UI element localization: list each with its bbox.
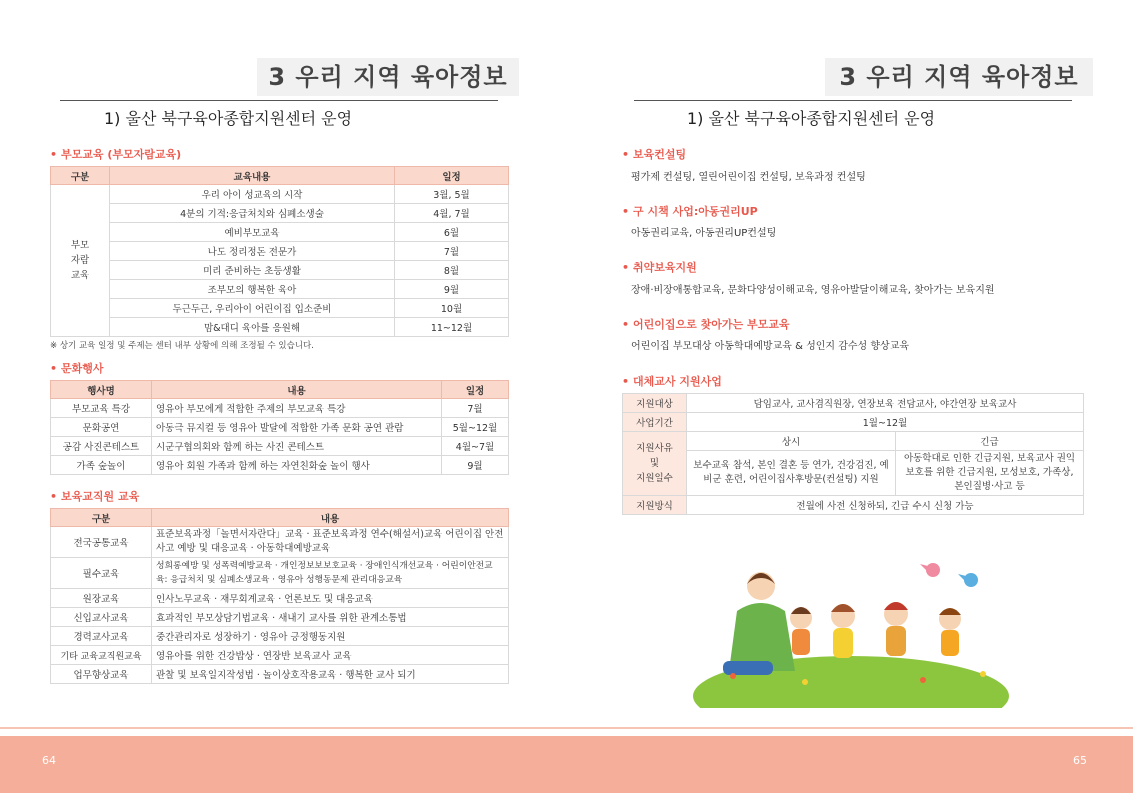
flower-icon [802, 679, 808, 685]
title-rule [634, 100, 1072, 101]
table-cell: 영유아 회원 가족과 함께 하는 자연친화숲 놀이 행사 [152, 456, 442, 475]
section-heading-substitute: • 대체교사 지원사업 [622, 373, 722, 389]
schedule-note: ※ 상기 교육 일정 및 주제는 센터 내부 상황에 의해 조정될 수 있습니다. [50, 341, 314, 351]
children-playing-illustration [693, 556, 1009, 708]
culture-table [50, 380, 509, 475]
table-cell: 신입교사교육 [51, 608, 152, 627]
table-header: 구분 [51, 167, 110, 185]
table-cell: 4월, 7월 [395, 204, 509, 223]
table-cell: 원장교육 [51, 589, 152, 608]
chapter-title: 3 우리 지역 육아정보 [825, 58, 1093, 96]
table-cell: 담임교사, 교사겸직원장, 연장보육 전담교사, 야간연장 보육교사 [687, 394, 1084, 413]
section-heading: • 어린이집으로 찾아가는 부모교육 [622, 316, 789, 332]
child-figure [939, 608, 961, 656]
table-cell: 아동학대로 인한 긴급지원, 보육교사 권익보호를 위한 긴급지원, 모성보호, 가족상, 본인질병·사고 등 [896, 451, 1084, 496]
table-cell: 공감 사진콘테스트 [51, 437, 152, 456]
table-cell: 조부모의 행복한 육아 [110, 280, 395, 299]
parent-edu-table [50, 166, 509, 337]
table-header: 내용 [152, 509, 509, 527]
footer-rule [0, 727, 1133, 729]
section-heading-teacher-edu: • 보육교직원 교육 [50, 488, 139, 504]
table-cell: 전월에 사전 신청하되, 긴급 수시 신청 가능 [687, 496, 1084, 515]
table-header: 행사명 [51, 381, 152, 399]
table-cell: 7월 [395, 242, 509, 261]
table-cell: 영유아를 위한 건강밥상 · 연장반 보육교사 교육 [152, 646, 509, 665]
table-header: 일정 [395, 167, 509, 185]
sub-header: 상시 [687, 432, 896, 451]
page-subtitle: 1) 울산 북구육아종합지원센터 운영 [104, 109, 353, 128]
section-body: 어린이집 부모대상 아동학대예방교육 & 성인지 감수성 향상교육 [631, 341, 910, 352]
table-cell: 4분의 기적:응급처치와 심폐소생술 [110, 204, 395, 223]
flower-icon [980, 671, 986, 677]
table-cell: 10월 [395, 299, 509, 318]
sub-header: 긴급 [896, 432, 1084, 451]
table-cell: 부모교육 특강 [51, 399, 152, 418]
table-cell: 3월, 5월 [395, 185, 509, 204]
page-number: 64 [42, 754, 56, 767]
table-cell: 효과적인 부모상담기법교육 · 새내기 교사를 위한 관계소통법 [152, 608, 509, 627]
group-label: 부모 자람 교육 [51, 185, 110, 337]
table-cell: 표준보육과정「놀면서자란다」교육 · 표준보육과정 연수(해설서)교육 어린이집 안전사고 예방 및 대응교육 · 아동학대예방교육 [152, 527, 509, 558]
table-cell: 시군구협의회와 함께 하는 사진 콘테스트 [152, 437, 442, 456]
row-label: 지원방식 [623, 496, 687, 515]
table-cell: 6월 [395, 223, 509, 242]
chapter-title: 3 우리 지역 육아정보 [257, 58, 519, 96]
substitute-table [622, 393, 1084, 515]
table-cell: 미리 준비하는 초등생활 [110, 261, 395, 280]
table-cell: 맘&대디 육아를 응원해 [110, 318, 395, 337]
table-cell: 4월~7월 [442, 437, 509, 456]
row-label: 사업기간 [623, 413, 687, 432]
section-body: 장애·비장애통합교육, 문화다양성이해교육, 영유아발달이해교육, 찾아가는 보육지원 [631, 285, 995, 296]
section-heading: • 취약보육지원 [622, 259, 697, 275]
table-cell: 아동극 뮤지컬 등 영유아 발달에 적합한 가족 문화 공연 관람 [152, 418, 442, 437]
section-heading-culture: • 문화행사 [50, 360, 104, 376]
table-header: 구분 [51, 509, 152, 527]
section-heading: • 구 시책 사업:아동권리UP [622, 203, 758, 219]
table-header: 내용 [152, 381, 442, 399]
table-cell: 필수교육 [51, 558, 152, 589]
table-cell: 8월 [395, 261, 509, 280]
child-figure [831, 604, 855, 658]
table-cell: 기타 교육교직원교육 [51, 646, 152, 665]
row-label: 지원사유 및 지원일수 [623, 432, 687, 496]
table-cell: 중간관리자로 성장하기 · 영유아 긍정행동지원 [152, 627, 509, 646]
child-figure [884, 602, 908, 656]
table-cell: 가족 숲놀이 [51, 456, 152, 475]
row-label: 지원대상 [623, 394, 687, 413]
table-cell: 인사노무교육 · 재무회계교육 · 언론보도 및 대응교육 [152, 589, 509, 608]
table-cell: 11~12월 [395, 318, 509, 337]
table-cell: 예비부모교육 [110, 223, 395, 242]
flower-icon [920, 677, 926, 683]
table-cell: 보수교육 참석, 본인 결혼 등 연가, 건강검진, 예비군 훈련, 어린이집사후방문(컨설팅) 지원 [687, 451, 896, 496]
table-cell: 5월~12월 [442, 418, 509, 437]
left-page [0, 0, 566, 793]
section-heading-parent-edu: • 부모교육 (부모자람교육) [50, 146, 181, 162]
bird-icon [964, 573, 978, 587]
table-cell: 9월 [442, 456, 509, 475]
page-subtitle: 1) 울산 북구육아종합지원센터 운영 [687, 109, 936, 128]
table-cell: 1월~12월 [687, 413, 1084, 432]
section-heading: • 보육컨설팅 [622, 146, 686, 162]
child-figure [790, 607, 812, 655]
teacher-figure [723, 572, 795, 675]
title-rule [60, 100, 498, 101]
flower-icon [730, 673, 736, 679]
table-cell: 7월 [442, 399, 509, 418]
table-cell: 9월 [395, 280, 509, 299]
page-number: 65 [1073, 754, 1087, 767]
table-cell: 문화공연 [51, 418, 152, 437]
teacher-edu-table [50, 508, 509, 684]
table-cell: 나도 정리정돈 전문가 [110, 242, 395, 261]
table-cell: 우리 아이 성교육의 시작 [110, 185, 395, 204]
table-cell: 업무향상교육 [51, 665, 152, 684]
section-body: 아동권리교육, 아동권리UP컨설팅 [631, 228, 777, 239]
bird-icon [926, 563, 940, 577]
table-cell: 관찰 및 보육일지작성법 · 놀이상호작용교육 · 행복한 교사 되기 [152, 665, 509, 684]
table-cell: 영유아 부모에게 적합한 주제의 부모교육 특강 [152, 399, 442, 418]
section-body: 평가제 컨설팅, 열린어린이집 컨설팅, 보육과정 컨설팅 [631, 172, 866, 183]
table-cell: 전국공통교육 [51, 527, 152, 558]
table-cell: 두근두근, 우리아이 어린이집 입소준비 [110, 299, 395, 318]
table-header: 교육내용 [110, 167, 395, 185]
table-cell: 경력교사교육 [51, 627, 152, 646]
table-header: 일정 [442, 381, 509, 399]
footer-band [0, 736, 1133, 793]
table-cell: 성희롱예방 및 성폭력예방교육 · 개인정보보보호교육 · 장애인식개선교육 · 어린이안전교육: 응급처치 및 심폐소생교육 · 영유아 성행동문제 관리대응교육 [152, 558, 509, 589]
